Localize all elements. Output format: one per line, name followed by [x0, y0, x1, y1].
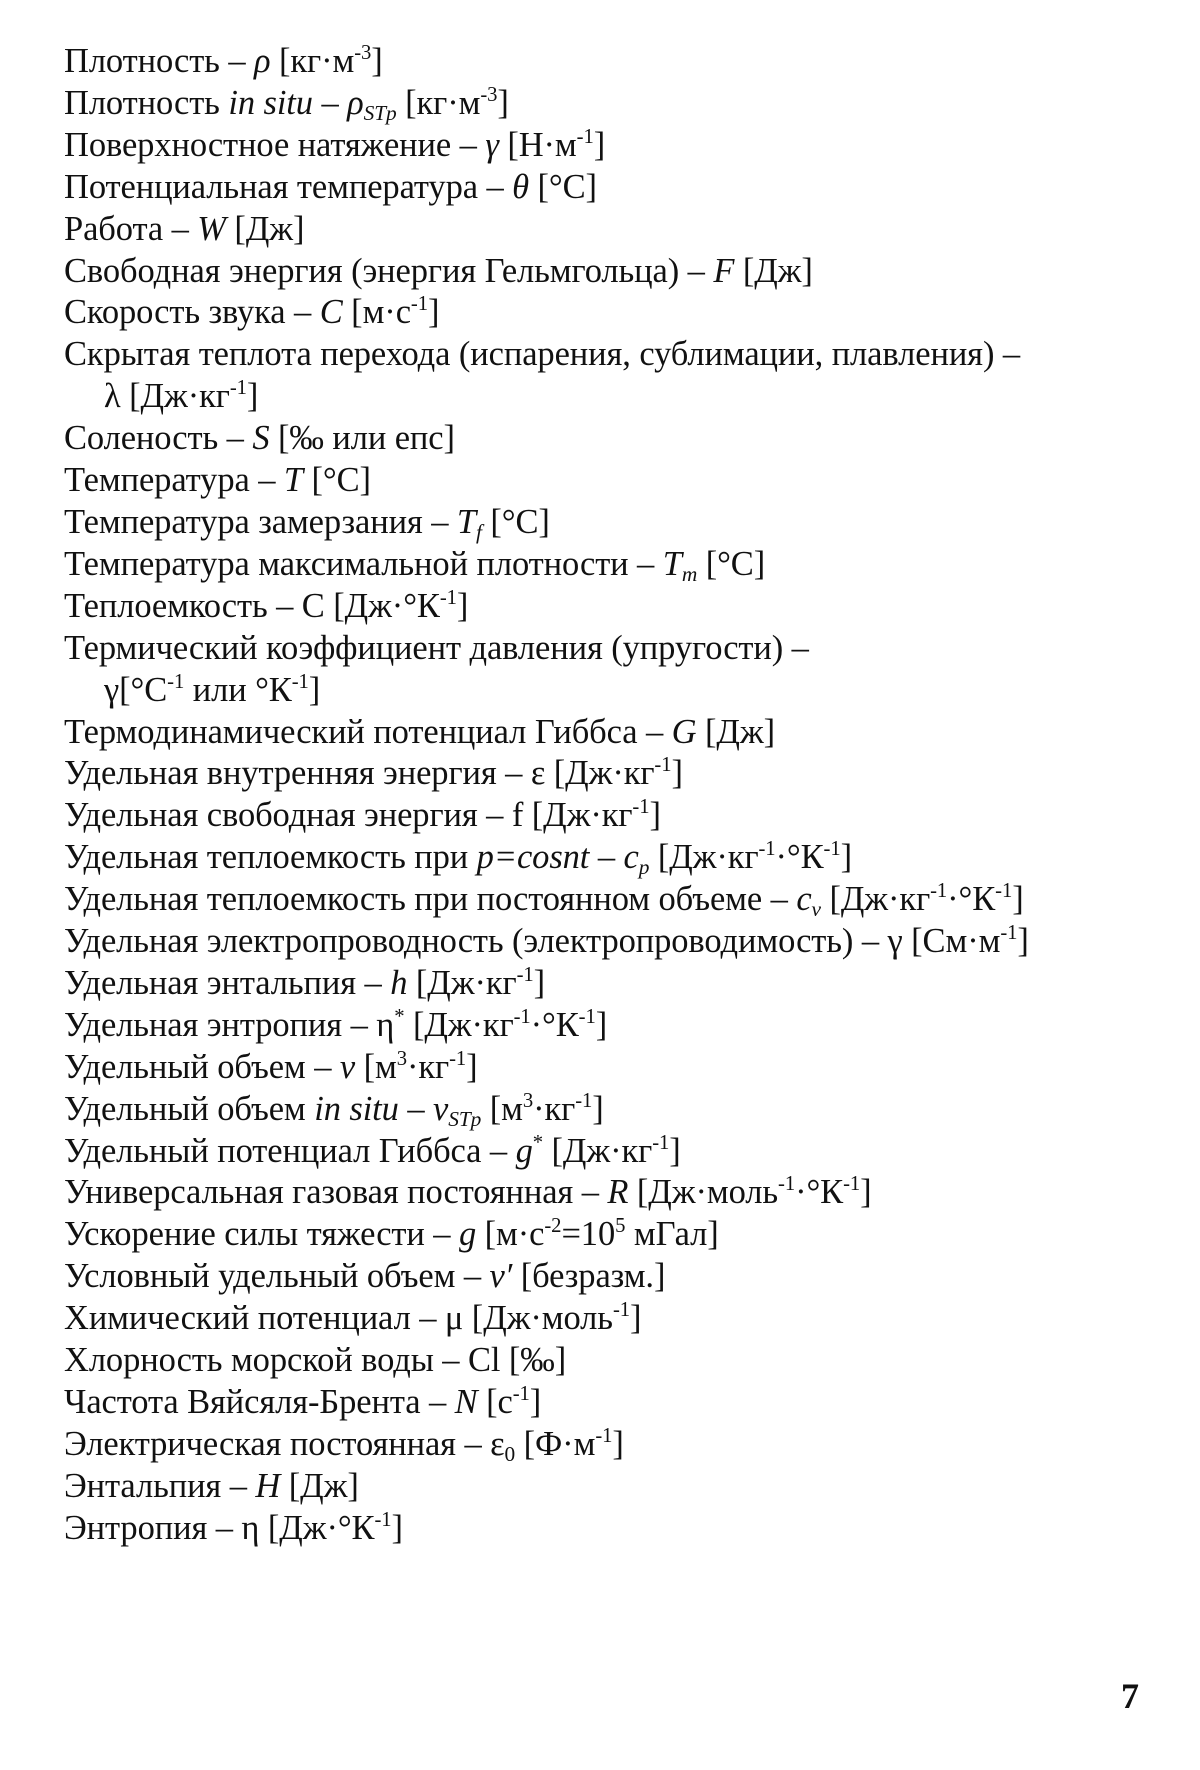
- list-item: [64, 1005, 1154, 1047]
- list-item: [64, 921, 1154, 963]
- text-segment: ]: [1012, 880, 1024, 919]
- text-segment: p=cosnt: [476, 838, 590, 877]
- text-segment: Температура максимальной плотности –: [64, 544, 663, 583]
- text-segment: ]: [456, 586, 469, 625]
- text-segment: ·кг: [407, 1047, 450, 1086]
- text-segment: –: [398, 1089, 434, 1128]
- text-segment: Удельная внутренняя энергия – ε [Дж·кг: [64, 754, 655, 793]
- text-segment: ]: [466, 1047, 478, 1086]
- superscript: -1: [843, 1173, 861, 1196]
- list-item: [64, 1172, 1154, 1214]
- text-segment: =10: [561, 1215, 616, 1254]
- text-segment: [‰ или епс]: [269, 419, 455, 458]
- text-segment: λ: [104, 377, 121, 416]
- list-item-text: [64, 42, 383, 80]
- list-item-text: [64, 1173, 872, 1211]
- list-item-text: [64, 1006, 607, 1044]
- list-item: [64, 1214, 1154, 1256]
- text-segment: ρ: [254, 42, 271, 80]
- text-segment: Удельный объем: [64, 1089, 315, 1128]
- list-item-text: [64, 1257, 665, 1295]
- text-segment: [Дж·кг: [407, 963, 517, 1002]
- text-segment: c: [623, 838, 639, 877]
- list-item: [64, 502, 1154, 544]
- text-segment: [кг·м: [396, 83, 481, 122]
- superscript: -1: [823, 838, 841, 861]
- text-segment: ·°К: [947, 880, 996, 919]
- text-segment: [Дж·кг: [120, 377, 230, 416]
- text-segment: –: [312, 83, 348, 122]
- list-item-text: [64, 713, 775, 751]
- list-item-text: [64, 796, 661, 834]
- list-item-text: [64, 1424, 624, 1466]
- superscript: -1: [513, 1006, 531, 1029]
- text-segment: [°С]: [697, 544, 766, 583]
- list-item: [64, 1508, 1154, 1550]
- list-item-text: [64, 754, 683, 792]
- list-item: [64, 837, 1154, 879]
- superscript: -1: [1000, 922, 1018, 945]
- text-segment: Теплоемкость – С [Дж·°К: [64, 586, 440, 625]
- text-segment: Потенциальная температура –: [64, 167, 513, 206]
- text-segment: ]: [593, 125, 606, 164]
- list-item: [64, 460, 1154, 502]
- list-item: [64, 1256, 1154, 1298]
- list-item: [64, 209, 1154, 251]
- text-segment: или °К: [184, 670, 292, 709]
- text-segment: T: [662, 544, 682, 583]
- list-item: [64, 879, 1154, 921]
- text-segment: g: [458, 1215, 477, 1254]
- text-segment: –: [589, 838, 624, 877]
- text-segment: ]: [612, 1424, 624, 1463]
- text-segment: ]: [629, 1299, 642, 1338]
- list-item: [64, 1466, 1154, 1508]
- text-segment: Скорость звука –: [64, 293, 320, 332]
- text-segment: ]: [391, 1508, 403, 1547]
- text-segment: Удельная теплоемкость при: [64, 838, 477, 877]
- superscript: -1: [229, 377, 247, 400]
- text-segment: [Ф·м: [515, 1424, 596, 1463]
- list-item: [64, 544, 1154, 586]
- list-item-text: [64, 544, 766, 586]
- text-segment: G: [671, 712, 697, 751]
- list-item-text: [64, 1089, 604, 1131]
- list-item: [64, 418, 1154, 460]
- text-segment: in situ: [228, 83, 313, 122]
- text-segment: Плотность –: [64, 42, 254, 80]
- list-item: [64, 1424, 1154, 1466]
- text-segment: c: [796, 880, 812, 919]
- text-segment: γ[°С: [104, 670, 168, 709]
- superscript: -1: [632, 796, 650, 819]
- list-item: [64, 41, 1154, 83]
- list-item-text: [64, 293, 439, 331]
- text-segment: [Дж]: [696, 712, 775, 751]
- text-segment: ]: [371, 42, 383, 80]
- list-item-continuation: [64, 376, 1154, 418]
- list-item: [64, 1047, 1154, 1089]
- list-item-text: [64, 335, 1020, 373]
- text-segment: [кг·м: [270, 42, 355, 80]
- text-segment: Плотность: [64, 83, 229, 122]
- text-segment: ·кг: [533, 1089, 576, 1128]
- text-segment: ]: [671, 754, 683, 793]
- superscript: -3: [354, 42, 372, 65]
- superscript: -1: [410, 293, 428, 316]
- text-segment: T: [456, 502, 476, 541]
- superscript: -1: [516, 964, 534, 987]
- superscript: 5: [615, 1215, 626, 1238]
- list-item-text: [64, 1299, 641, 1337]
- superscript: -1: [995, 880, 1013, 903]
- superscript: -2: [544, 1215, 562, 1238]
- superscript: -1: [930, 880, 948, 903]
- text-segment: [Дж]: [225, 209, 305, 248]
- text-segment: Удельная энтальпия –: [64, 963, 391, 1002]
- page-number: 7: [1121, 1676, 1139, 1716]
- text-segment: T: [283, 461, 303, 500]
- list-item-text: [64, 1215, 719, 1253]
- text-segment: [м: [481, 1089, 523, 1128]
- superscript: -1: [595, 1425, 613, 1448]
- list-item: [64, 712, 1154, 754]
- text-segment: ρ: [347, 83, 364, 122]
- text-segment: ]: [860, 1173, 872, 1212]
- text-segment: Удельная свободная энергия – f [Дж·кг: [64, 796, 633, 835]
- superscript: -1: [291, 670, 309, 693]
- list-item: [64, 125, 1154, 167]
- text-segment: ]: [308, 670, 321, 709]
- superscript: 3: [396, 1047, 407, 1070]
- superscript: -1: [576, 125, 594, 148]
- text-segment: ]: [649, 796, 661, 835]
- text-segment: мГал]: [625, 1215, 719, 1254]
- text-segment: ]: [1017, 922, 1029, 961]
- text-segment: Температура –: [64, 461, 284, 500]
- text-segment: ]: [840, 838, 852, 877]
- list-item-text: [64, 168, 597, 206]
- text-segment: Хлорность морской воды – Cl [‰]: [64, 1341, 567, 1380]
- superscript: *: [532, 1131, 543, 1154]
- text-segment: Электрическая постоянная – ε: [64, 1424, 505, 1463]
- list-item: [64, 753, 1154, 795]
- subscript: STp: [448, 1106, 482, 1131]
- text-segment: ]: [533, 963, 545, 1002]
- text-segment: Энтропия – η [Дж·°К: [64, 1508, 375, 1547]
- superscript: -1: [654, 754, 672, 777]
- list-item: [64, 586, 1154, 628]
- text-segment: [Дж·моль: [628, 1173, 779, 1212]
- text-segment: Ускорение силы тяжести –: [64, 1215, 459, 1254]
- text-segment: F: [713, 251, 735, 290]
- text-segment: Энтальпия –: [64, 1466, 256, 1505]
- list-item: [64, 167, 1154, 209]
- text-segment: [м: [355, 1047, 397, 1086]
- text-segment: [м·с: [476, 1215, 545, 1254]
- superscript: -1: [578, 1006, 596, 1029]
- text-segment: ]: [246, 377, 259, 416]
- superscript: *: [394, 1006, 405, 1029]
- text-segment: [°С]: [529, 167, 597, 206]
- list-item-text: [64, 1341, 566, 1379]
- text-segment: Универсальная газовая постоянная –: [64, 1173, 608, 1212]
- list-item-text: [64, 126, 605, 164]
- list-item: [64, 83, 1154, 125]
- list-item: [64, 1298, 1154, 1340]
- text-segment: [Дж·кг: [404, 1005, 514, 1044]
- text-segment: Поверхностное натяжение –: [64, 125, 486, 164]
- list-item-text: [64, 1467, 359, 1505]
- list-item-text: [64, 502, 550, 544]
- list-item: [64, 292, 1154, 334]
- text-segment: Химический потенциал – μ [Дж·моль: [64, 1299, 613, 1338]
- text-segment: v: [433, 1089, 449, 1128]
- list-item-text: [64, 1383, 541, 1421]
- subscript: p: [638, 855, 650, 880]
- text-segment: Частота Вяйсяля-Брента –: [64, 1383, 455, 1421]
- text-segment: γ: [485, 125, 499, 164]
- text-segment: in situ: [314, 1089, 399, 1128]
- superscript: -1: [778, 1173, 796, 1196]
- text-segment: [Дж]: [734, 251, 813, 290]
- text-segment: v′: [489, 1257, 513, 1296]
- list-item-text: [64, 1509, 403, 1547]
- list-item-text: [64, 210, 304, 248]
- text-segment: [°С]: [302, 461, 371, 500]
- text-segment: Свободная энергия (энергия Гельмгольца) –: [64, 251, 714, 290]
- text-segment: [Дж]: [280, 1466, 359, 1505]
- list-item: [64, 1340, 1154, 1382]
- text-segment: g: [515, 1131, 533, 1170]
- list-item: [64, 1089, 1154, 1131]
- text-segment: Термодинамический потенциал Гиббса –: [64, 712, 672, 751]
- list-item: [64, 1131, 1154, 1173]
- text-segment: θ: [512, 167, 529, 206]
- text-segment: ]: [427, 293, 440, 332]
- subscript: 0: [504, 1441, 516, 1466]
- list-item-text: [64, 1132, 681, 1170]
- text-segment: [м·с: [342, 293, 411, 332]
- subscript: v: [811, 897, 821, 922]
- text-segment: [с: [477, 1383, 513, 1421]
- text-segment: Удельная теплоемкость при постоянном объеме –: [64, 880, 797, 919]
- list-item-text: [64, 419, 455, 457]
- text-segment: [безразм.]: [512, 1257, 666, 1296]
- superscript: -1: [167, 670, 185, 693]
- text-segment: Термический коэффициент давления (упругости) –: [64, 628, 809, 667]
- text-segment: ]: [529, 1383, 542, 1421]
- text-segment: Скрытая теплота перехода (испарения, сублимации, плавления) –: [64, 335, 1021, 374]
- list-item: [64, 1382, 1154, 1424]
- text-segment: [Дж·кг: [820, 880, 931, 919]
- text-segment: Работа –: [64, 209, 198, 248]
- list-item: [64, 963, 1154, 1005]
- superscript: -1: [512, 1383, 530, 1406]
- superscript: -1: [439, 586, 457, 609]
- text-segment: [Дж·кг: [543, 1131, 653, 1170]
- text-segment: Удельный объем –: [64, 1047, 340, 1086]
- superscript: -1: [612, 1299, 630, 1322]
- text-segment: N: [454, 1383, 478, 1421]
- text-segment: H: [255, 1466, 281, 1505]
- list-item-text: [64, 880, 1024, 922]
- list-item-text: [64, 964, 545, 1002]
- text-segment: [Дж·кг: [649, 838, 759, 877]
- text-segment: ·°К: [795, 1173, 844, 1212]
- subscript: m: [681, 561, 698, 586]
- list-item-text: [64, 922, 1029, 960]
- list-item-text: [64, 629, 809, 667]
- text-segment: v: [339, 1047, 356, 1086]
- text-segment: W: [197, 209, 226, 248]
- text-segment: R: [607, 1173, 629, 1212]
- text-segment: ]: [595, 1005, 608, 1044]
- list-item-continuation: [64, 670, 1154, 712]
- superscript: 3: [522, 1089, 534, 1112]
- list-item: [64, 795, 1154, 837]
- text-segment: ]: [669, 1131, 681, 1170]
- list-item-text: [64, 1048, 478, 1086]
- list-item: [64, 251, 1154, 293]
- text-segment: S: [252, 419, 270, 458]
- superscript: -1: [652, 1131, 670, 1154]
- superscript: -1: [374, 1508, 392, 1531]
- text-segment: ]: [497, 83, 509, 122]
- text-segment: Удельная энтропия – η: [64, 1005, 395, 1044]
- text-segment: Условный удельный объем –: [64, 1257, 490, 1296]
- superscript: -1: [758, 838, 776, 861]
- list-item-text: [64, 587, 468, 625]
- text-segment: C: [319, 293, 343, 332]
- text-segment: Удельная электропроводность (электропроводимость) – γ [См·м: [64, 922, 1001, 961]
- text-segment: [°С]: [481, 502, 550, 541]
- text-segment: Соленость –: [64, 419, 253, 458]
- text-segment: ]: [592, 1089, 604, 1128]
- subscript: f: [476, 519, 482, 544]
- list-item-text: [64, 838, 852, 880]
- text-segment: ·°К: [775, 838, 824, 877]
- superscript: -1: [575, 1089, 593, 1112]
- superscript: -3: [480, 84, 498, 107]
- superscript: -1: [449, 1047, 467, 1070]
- list-item: [64, 628, 1154, 712]
- subscript: STp: [363, 100, 397, 125]
- list-item-text: [64, 83, 509, 125]
- text-segment: [Н·м: [498, 125, 577, 164]
- list-item: [64, 334, 1154, 418]
- symbol-list: [64, 41, 1154, 1550]
- list-item-text: [64, 461, 371, 499]
- text-segment: Удельный потенциал Гиббса –: [64, 1131, 516, 1170]
- text-segment: ·°К: [530, 1005, 579, 1044]
- list-item-text: [64, 252, 813, 290]
- text-segment: h: [390, 963, 408, 1002]
- text-segment: Температура замерзания –: [64, 502, 457, 541]
